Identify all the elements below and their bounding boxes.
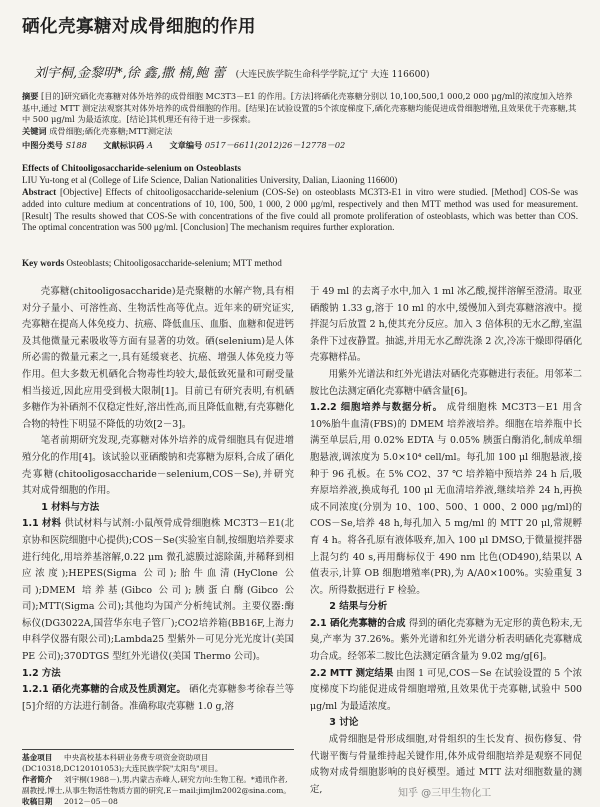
watermark: 知乎 @三甲生物化工 (398, 788, 492, 799)
article-no-value: 0517－6611(2012)26－12778－02 (204, 140, 346, 150)
received-date: 2012－05－08 (64, 797, 118, 806)
english-keywords-text: Osteoblasts; Chitooligosaccharide-selenium; MTT method (66, 258, 282, 268)
section-1-2-2-heading: 1.2.2 细胞培养与数据分析。 (310, 402, 443, 414)
paper-title: 硒化壳寡糖对成骨细胞的作用 (22, 17, 256, 37)
english-keywords (22, 258, 578, 270)
classification-line (22, 140, 578, 151)
doc-code-label: 文献标识码 (103, 140, 145, 150)
footnotes (22, 752, 294, 807)
received-date-label: 收稿日期 (22, 797, 53, 806)
chinese-abstract (22, 91, 578, 137)
right-column (310, 284, 582, 798)
english-title: Effects of Chitooligosaccharide-selenium on Osteoblasts (22, 163, 241, 173)
english-abstract-text: [Objective] Effects of chitooligosaccharide-selenium (COS-Se) on osteoblasts MC3T3-E1 in vitro were studied. [Method] COS-Se was added into culture medium at concentrations of 10, 100, 500, 1 000, 2 000 μg/ml, respectively and then MTT method was used for measurement. [Result] The results showed that COS-Se with concentrations of the five could all promote proliferation of osteoblasts, which was better than COS. The optimal concentration was 500 μg/ml. [Conclusion] The mechanism requires further exploration. (22, 187, 579, 233)
english-authors: LIU Yu-tong et al (College of Life Science, Dalian Nationalities University, Dalian, Liaoning 116600) (22, 175, 398, 185)
abstract-text: [目的]研究硒化壳寡糖对体外培养的成骨细胞 MC3T3－E1 的作用。[方法]将硒化壳寡糖分别以 10,100,500,1 000,2 000 μg/ml的浓度加入培养基中,通过 MTT 测定法观察其对体外培养的成骨细胞的作用。[结果]在试验设置的5个浓度梯度下,硒化壳寡糖均能促进成骨细胞增殖,且效果优于壳寡糖,其中 500 μg/ml 为最适浓度。[结论]其机理还有待于进一步探索。 (22, 91, 577, 125)
section-1-1-heading: 1.1 材料 (22, 518, 62, 530)
section-1-2-heading: 1.2 方法 (22, 667, 61, 679)
section-3-heading: 3 讨论 (329, 717, 359, 729)
intro-paragraph-1: 壳寡糖(chitooligosaccharide)是壳聚糖的水解产物,具有相对分子量小、可溶性高、生物活性高等优点。近年来的研究证实,壳寡糖在提高人体免疫力、抗癌、降低血压、血脂、血糖和促进钙及其他微量元素吸收等方面有显著的功效。硒(selenium)是人体所必需的微量元素之一,具有延缓衰老、抗癌、增强人体免疫力等作用。但大多数无机硒化合物毒性均较大,最低致死量和可耐受量相当接近,因此应用受到极大限制[1]。目前已有研究表明,有机硒多糖作为补硒剂不仅稳定性好,溶出性高,而且降低血糖,有壳寡糖化合物的特性下明显不降低的功效[2－3]。 (22, 286, 294, 430)
synthesis-continued: 于 49 ml 的去离子水中,加入 1 ml 冰乙酸,搅拌溶解至澄清。取亚硒酸钠 1.33 g,溶于 10 ml 的水中,缓慢加入到壳寡糖溶液中。搅拌混匀后放置 2 h,使其充分反应。加入 3 倍体积的无水乙醇,室温条件下过夜静置。抽滤,并用无水乙醇洗涤 2 次,冷冻干燥即得硒化壳寡糖样品。 (310, 286, 582, 364)
cell-culture-paragraph: 成骨细胞株 MC3T3－E1 用含 10%胎牛血清(FBS)的 DMEM 培养液培养。细胞在培养瓶中长满至单层后,用 0.02% EDTA 与 0.05% 胰蛋白酶消化,制成单细胞悬液,调浓度为 5.0×10⁴ cell/ml。每孔加 100 μl 细胞悬液,接种于 96 孔板。在 5% CO2、37 ℃ 培养箱中预培养 24 h 后,吸弃原培养液,换成每孔 100 μl 无血清培养液,继续培养 24 h,再换成不同浓度(分别为 10、100、500、1 000、2 000 μg/ml)的 COS－Se,培养 48 h,每孔加入 5 mg/ml 的 MTT 20 μl,常规孵育 4 h。将各孔原有液体吸弃,加入 100 μl DMSO,于微量搅拌器上混匀约 40 s,再用酶标仪于 490 nm 比色(OD490),结果以 A 值表示,计算 OB 细胞增殖率(PR),为 A/A0×100%。实验重复 3 次。所得数据进行 F 检验。 (310, 402, 582, 596)
clc-label: 中图分类号 (22, 140, 63, 150)
intro-paragraph-2: 笔者前期研究发现,壳寡糖对体外培养的成骨细胞具有促进增殖分化的作用[4]。该试验以亚硒酸钠和壳寡糖为原料,合成了硒化壳寡糖(chitooligosaccharide－selenium,COS－Se),并研究其对成骨细胞的作用。 (22, 435, 294, 497)
characterization-paragraph: 用紫外光谱法和红外光谱法对硒化壳寡糖进行表征。用邻苯二胺比色法测定硒化壳寡糖中硒含量[6]。 (310, 368, 582, 397)
section-2-2-heading: 2.2 MTT 测定结果 (310, 667, 394, 679)
article-no-label: 文章编号 (169, 140, 203, 150)
author-bio-text: 刘宇桐(1988－),男,内蒙古赤峰人,研究方向:生物工程。*通讯作者,副教授,博士,从事生物活性物质方面的研究,E－mail:jimjlm2002@sina.com。 (22, 775, 291, 795)
section-2-heading: 2 结果与分析 (329, 601, 388, 613)
clc-value: S188 (65, 140, 87, 150)
footnote-divider (22, 749, 294, 750)
mtt-result-paragraph: 由图 1 可见,COS－Se 在试验设置的 5 个浓度梯度下均能促进成骨细胞增殖,且效果优于壳寡糖,试验中 500 μg/ml 为最适浓度。 (310, 667, 582, 712)
author-bio-label: 作者简介 (22, 775, 53, 784)
fund-text: 中央高校基本科研业务费专项资金资助项目(DC10318,DC120101053);大连民族学院"太阳鸟"项目。 (22, 753, 223, 773)
section-2-1-heading: 2.1 硒化壳寡糖的合成 (310, 617, 406, 629)
abstract-label: 摘要 (22, 91, 39, 101)
left-column (22, 284, 294, 715)
author-line (34, 62, 430, 81)
keywords-text: 成骨细胞;硒化壳寡糖;MTT测定法 (49, 125, 173, 136)
materials-paragraph: 供试材料与试剂:小鼠颅骨成骨细胞株 MC3T3－E1(北京协和医院细胞中心提供);COS－Se(实验室自制,按细胞培养要求进行纯化,用培养基溶解,0.22 μm 微孔滤膜过滤除菌,并稀释到相应浓度);HEPES(Sigma 公司);胎牛血清(HyClone 公司);DMEM 培养基(Gibco 公司);胰蛋白酶(Gibco 公司);MTT(Sigma 公司);其他均为国产分析纯试剂。主要仪器:酶标仪(DG3022A,国营华东电子管厂);CO2培养箱(BB16F,上海力申科学仪器有限公司);Lambda25 型紫外－可见分光光度计(美国 PE 公司);370DTGS 型红外光谱仪(美国 Thermo 公司)。 (22, 518, 295, 663)
section-1-heading: 1 材料与方法 (41, 501, 100, 513)
affiliation: (大连民族学院生命科学学院,辽宁 大连 116600) (235, 70, 430, 80)
fund-label: 基金项目 (22, 753, 53, 762)
english-abstract (22, 187, 578, 234)
english-abstract-label: Abstract (22, 187, 57, 197)
section-1-2-1-heading: 1.2.1 硒化壳寡糖的合成及性质测定。 (22, 684, 186, 696)
synthesis-result-paragraph: 得到的硒化壳寡糖为无定形的黄色粉末,无臭,产率为 37.26%。紫外光谱和红外光谱分析表明硒化壳寡糖成功合成。经邻苯二胺比色法测定硒含量为 9.02 mg/g[6]。 (310, 617, 583, 663)
english-keywords-label: Key words (22, 258, 65, 268)
discussion-paragraph: 成骨细胞是骨形成细胞,对骨组织的生长发育、损伤修复、骨代谢平衡与骨量维持起关键作用,体外成骨细胞培养是观察不同促成物对成骨细胞影响的良好模型。通过 MTT 法对细胞数量的测定, (310, 734, 582, 795)
synthesis-paragraph: 硒化壳寡糖参考徐春兰等[5]介绍的方法进行制备。准确称取壳寡糖 1.0 g,溶 (22, 684, 294, 712)
doc-code-value: A (146, 140, 153, 150)
author-names: 刘宇桐,金黎明*,徐 鑫,撒 楠,鲍 蕾 (34, 66, 226, 81)
keywords-label: 关键词 (22, 125, 47, 136)
